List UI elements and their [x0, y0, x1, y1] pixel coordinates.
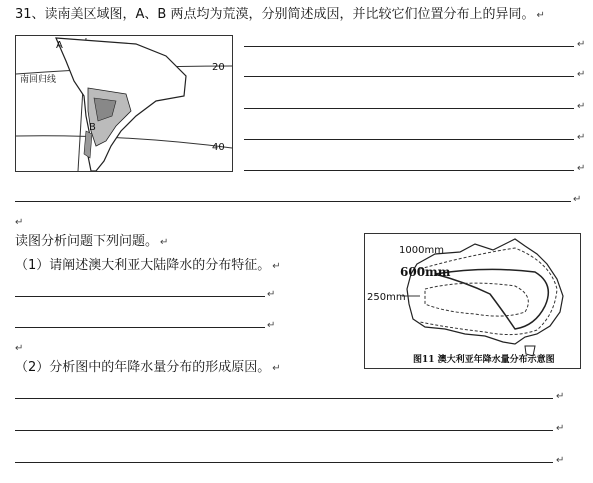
question-31-text: 31、读南美区域图，A、B 两点均为荒漠，分别简述成因，并比较它们位置分布上的异同。 ↵ — [15, 7, 545, 22]
para-mark: ↵ — [577, 69, 586, 80]
para-mark: ↵ — [267, 289, 276, 300]
answer-line[interactable] — [244, 139, 574, 140]
answer-line[interactable] — [15, 327, 265, 328]
para-mark: ↵ — [556, 455, 565, 466]
label-1000mm: 1000mm — [399, 245, 444, 256]
question-1: （1）请阐述澳大利亚大陆降水的分布特征。 ↵ — [15, 258, 281, 273]
label-600mm: 600mm — [400, 265, 451, 279]
para-mark: ↵ — [15, 343, 24, 354]
south-america-map — [15, 35, 233, 172]
answer-line[interactable] — [15, 296, 265, 297]
para-mark: ↵ — [556, 391, 565, 402]
para-mark: ↵ — [573, 194, 582, 205]
answer-line[interactable] — [244, 170, 574, 171]
map-label-tropic: 南回归线 — [20, 75, 57, 85]
para-mark: ↵ — [577, 132, 586, 143]
figure-caption: 图11 澳大利亚年降水量分布示意图 — [413, 355, 555, 365]
label-250mm: 250mm — [367, 292, 406, 303]
answer-line[interactable] — [244, 108, 574, 109]
para-mark: ↵ — [577, 101, 586, 112]
answer-line[interactable] — [15, 398, 553, 399]
answer-line[interactable] — [244, 76, 574, 77]
south-america-map-svg — [16, 36, 232, 171]
question-2: （2）分析图中的年降水量分布的形成原因。 ↵ — [15, 360, 281, 375]
para-mark: ↵ — [577, 163, 586, 174]
section-intro: 读图分析问题下列问题。 ↵ — [15, 234, 169, 249]
para-mark: ↵ — [267, 320, 276, 331]
map-label-lat40: 40 — [212, 142, 225, 153]
answer-line[interactable] — [244, 46, 574, 47]
para-mark: ↵ — [577, 39, 586, 50]
answer-line[interactable] — [15, 430, 553, 431]
answer-line[interactable] — [15, 462, 553, 463]
para-mark: ↵ — [556, 423, 565, 434]
map-label-lat20: 20 — [212, 62, 225, 73]
australia-precipitation-map — [364, 233, 581, 369]
map-label-a: A — [56, 40, 63, 51]
answer-line[interactable] — [15, 201, 571, 202]
map-label-b: B — [89, 122, 96, 133]
para-mark: ↵ — [15, 217, 24, 228]
